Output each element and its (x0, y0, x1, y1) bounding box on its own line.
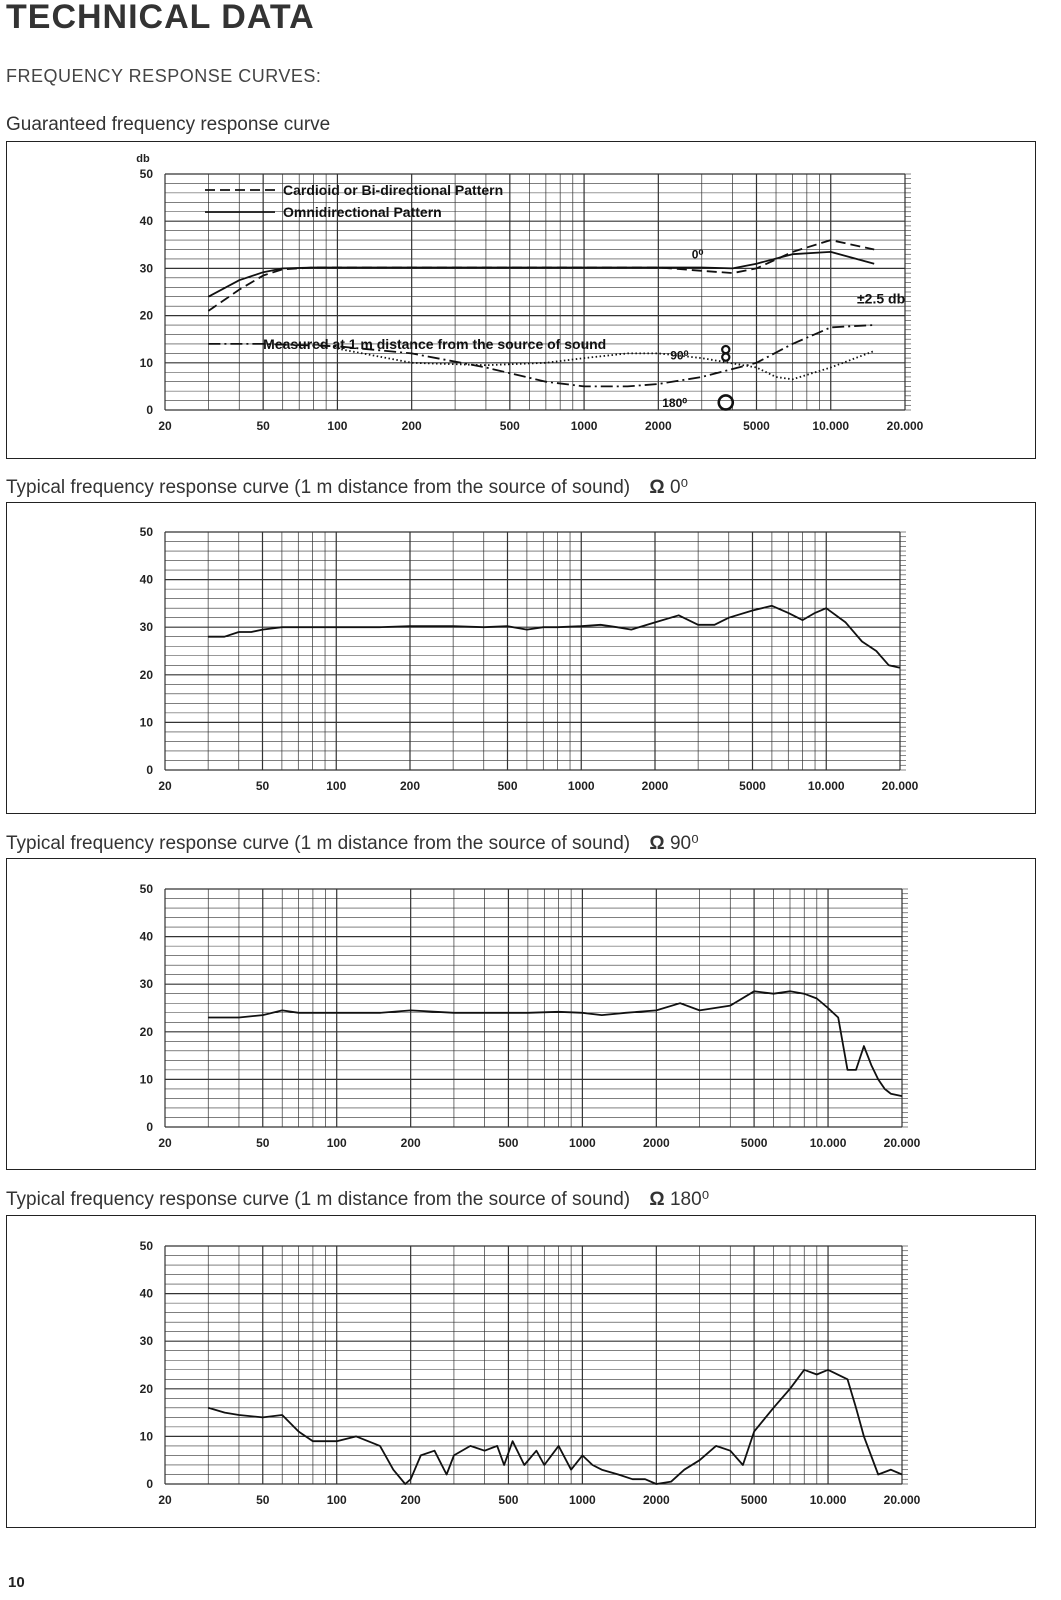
x-tick-label: 2000 (641, 779, 669, 793)
omni-pattern-icon: Ω (649, 1189, 665, 1210)
x-tick-label: 200 (399, 779, 421, 793)
y-tick-label: 50 (139, 1239, 153, 1253)
grid (165, 174, 911, 410)
y-tick-label: 10 (139, 715, 153, 730)
y-tick-label: 0 (146, 403, 153, 417)
x-tick-label: 5000 (740, 1493, 768, 1507)
y-tick-label: 0 (146, 763, 153, 777)
x-tick-label: 20 (158, 419, 172, 433)
caption-typical-90 (6, 832, 699, 855)
y-tick-label: 50 (139, 525, 153, 539)
caption-typical-0 (6, 476, 688, 499)
annotation-measured-note: Measured at 1 m distance from the source of sound (263, 335, 607, 352)
caption-typical-0-text: Typical frequency response curve (1 m distance from the source of sound) (6, 477, 631, 498)
annotation-angle-180: 180⁰ (662, 396, 688, 410)
x-tick-label: 50 (255, 779, 270, 793)
figure-eight-icon (722, 354, 729, 361)
omni-pattern-icon: Ω (649, 477, 665, 498)
x-tick-label: 2000 (644, 419, 672, 433)
y-tick-label: 40 (139, 929, 153, 944)
x-tick-label: 20 (158, 1136, 172, 1150)
y-tick-label: 40 (139, 1286, 153, 1301)
series-line-0 (208, 991, 902, 1096)
x-tick-label: 5000 (740, 1136, 768, 1150)
caption-typical-90-text: Typical frequency response curve (1 m distance from the source of sound) (6, 833, 631, 854)
chart-panel-guaranteed (6, 141, 1036, 459)
x-tick-label: 100 (326, 1493, 347, 1507)
caption-guaranteed: Guaranteed frequency response curve (6, 114, 331, 135)
omni-pattern-icon: Ω (649, 833, 665, 854)
annotation-angle-0: 0⁰ (691, 247, 704, 262)
y-tick-label: 10 (139, 355, 153, 370)
caption-angle-180: 180⁰ (669, 1189, 710, 1210)
x-tick-label: 200 (400, 1136, 421, 1150)
caption-typical-180-text: Typical frequency response curve (1 m distance from the source of sound) (6, 1189, 631, 1210)
x-tick-label: 100 (326, 1136, 347, 1150)
x-tick-label: 5000 (739, 779, 766, 793)
caption-typical-180 (6, 1188, 709, 1211)
x-tick-label: 500 (498, 1493, 519, 1507)
y-tick-label: 20 (139, 1381, 153, 1396)
x-tick-label: 10.000 (809, 1493, 847, 1507)
x-tick-label: 1000 (570, 419, 598, 433)
y-tick-label: 30 (139, 977, 153, 992)
y-tick-label: 20 (139, 667, 153, 682)
chart-panel-typical-0 (6, 502, 1036, 814)
x-tick-label: 20.000 (883, 1136, 921, 1150)
x-tick-label: 1000 (569, 1493, 596, 1507)
y-tick-label: 20 (139, 1024, 153, 1039)
y-tick-label: 30 (139, 620, 153, 635)
annotation-angle-90: 90⁰ (670, 348, 689, 363)
x-tick-label: 500 (498, 1136, 519, 1150)
x-tick-label: 20.000 (881, 779, 919, 793)
x-tick-label: 1000 (567, 779, 595, 793)
x-tick-label: 50 (256, 419, 270, 433)
y-tick-label: 40 (139, 572, 153, 587)
chart-typical-180 (7, 1216, 1034, 1526)
x-tick-label: 20.000 (886, 419, 924, 433)
chart-panel-typical-180 (6, 1215, 1036, 1528)
x-tick-label: 50 (256, 1493, 270, 1507)
figure-eight-icon (722, 346, 729, 353)
x-tick-label: 100 (327, 419, 348, 433)
y-tick-label: 30 (139, 1334, 153, 1349)
x-tick-label: 200 (401, 419, 422, 433)
x-tick-label: 20 (158, 779, 172, 793)
y-tick-label: 10 (139, 1429, 153, 1444)
x-tick-label: 20.000 (883, 1493, 921, 1507)
grid (165, 1246, 908, 1484)
page-number: 10 (8, 1574, 25, 1591)
x-tick-label: 10.000 (807, 779, 845, 793)
y-tick-label: 50 (139, 167, 153, 181)
series-line-0 (208, 252, 874, 297)
caption-angle-0: 0⁰ (669, 477, 689, 498)
x-tick-label: 500 (499, 419, 520, 433)
legend-label: Omnidirectional Pattern (283, 204, 442, 220)
cardioid-icon (719, 395, 733, 409)
y-tick-label: 0 (146, 1120, 153, 1134)
x-tick-label: 2000 (642, 1136, 670, 1150)
x-tick-label: 10.000 (812, 419, 850, 433)
caption-angle-90: 90⁰ (669, 833, 699, 854)
grid (165, 889, 908, 1127)
x-tick-label: 1000 (569, 1136, 596, 1150)
x-tick-label: 200 (400, 1493, 421, 1507)
y-tick-label: 40 (139, 214, 153, 229)
section-title: FREQUENCY RESPONSE CURVES: (6, 66, 322, 86)
y-axis-label: db (136, 153, 150, 165)
y-tick-label: 10 (139, 1072, 153, 1087)
x-tick-label: 50 (256, 1136, 270, 1150)
y-tick-label: 20 (139, 308, 153, 323)
chart-typical-90 (7, 859, 1034, 1168)
page-title: TECHNICAL DATA (6, 0, 315, 36)
x-tick-label: 5000 (743, 419, 770, 433)
chart-guaranteed (7, 142, 1034, 457)
chart-panel-typical-90 (6, 858, 1036, 1170)
x-tick-label: 500 (497, 779, 518, 793)
x-tick-label: 2000 (642, 1493, 670, 1507)
series-line-1 (208, 240, 874, 311)
x-tick-label: 100 (326, 779, 347, 793)
annotation-tolerance: ±2.5 db (857, 290, 906, 307)
y-tick-label: 50 (139, 882, 153, 896)
y-tick-label: 30 (139, 261, 153, 276)
x-tick-label: 10.000 (809, 1136, 847, 1150)
y-tick-label: 0 (146, 1477, 153, 1491)
chart-typical-0 (7, 503, 1034, 812)
legend-label: Cardioid or Bi-directional Pattern (283, 182, 504, 198)
grid (165, 532, 906, 770)
x-tick-label: 20 (158, 1493, 172, 1507)
